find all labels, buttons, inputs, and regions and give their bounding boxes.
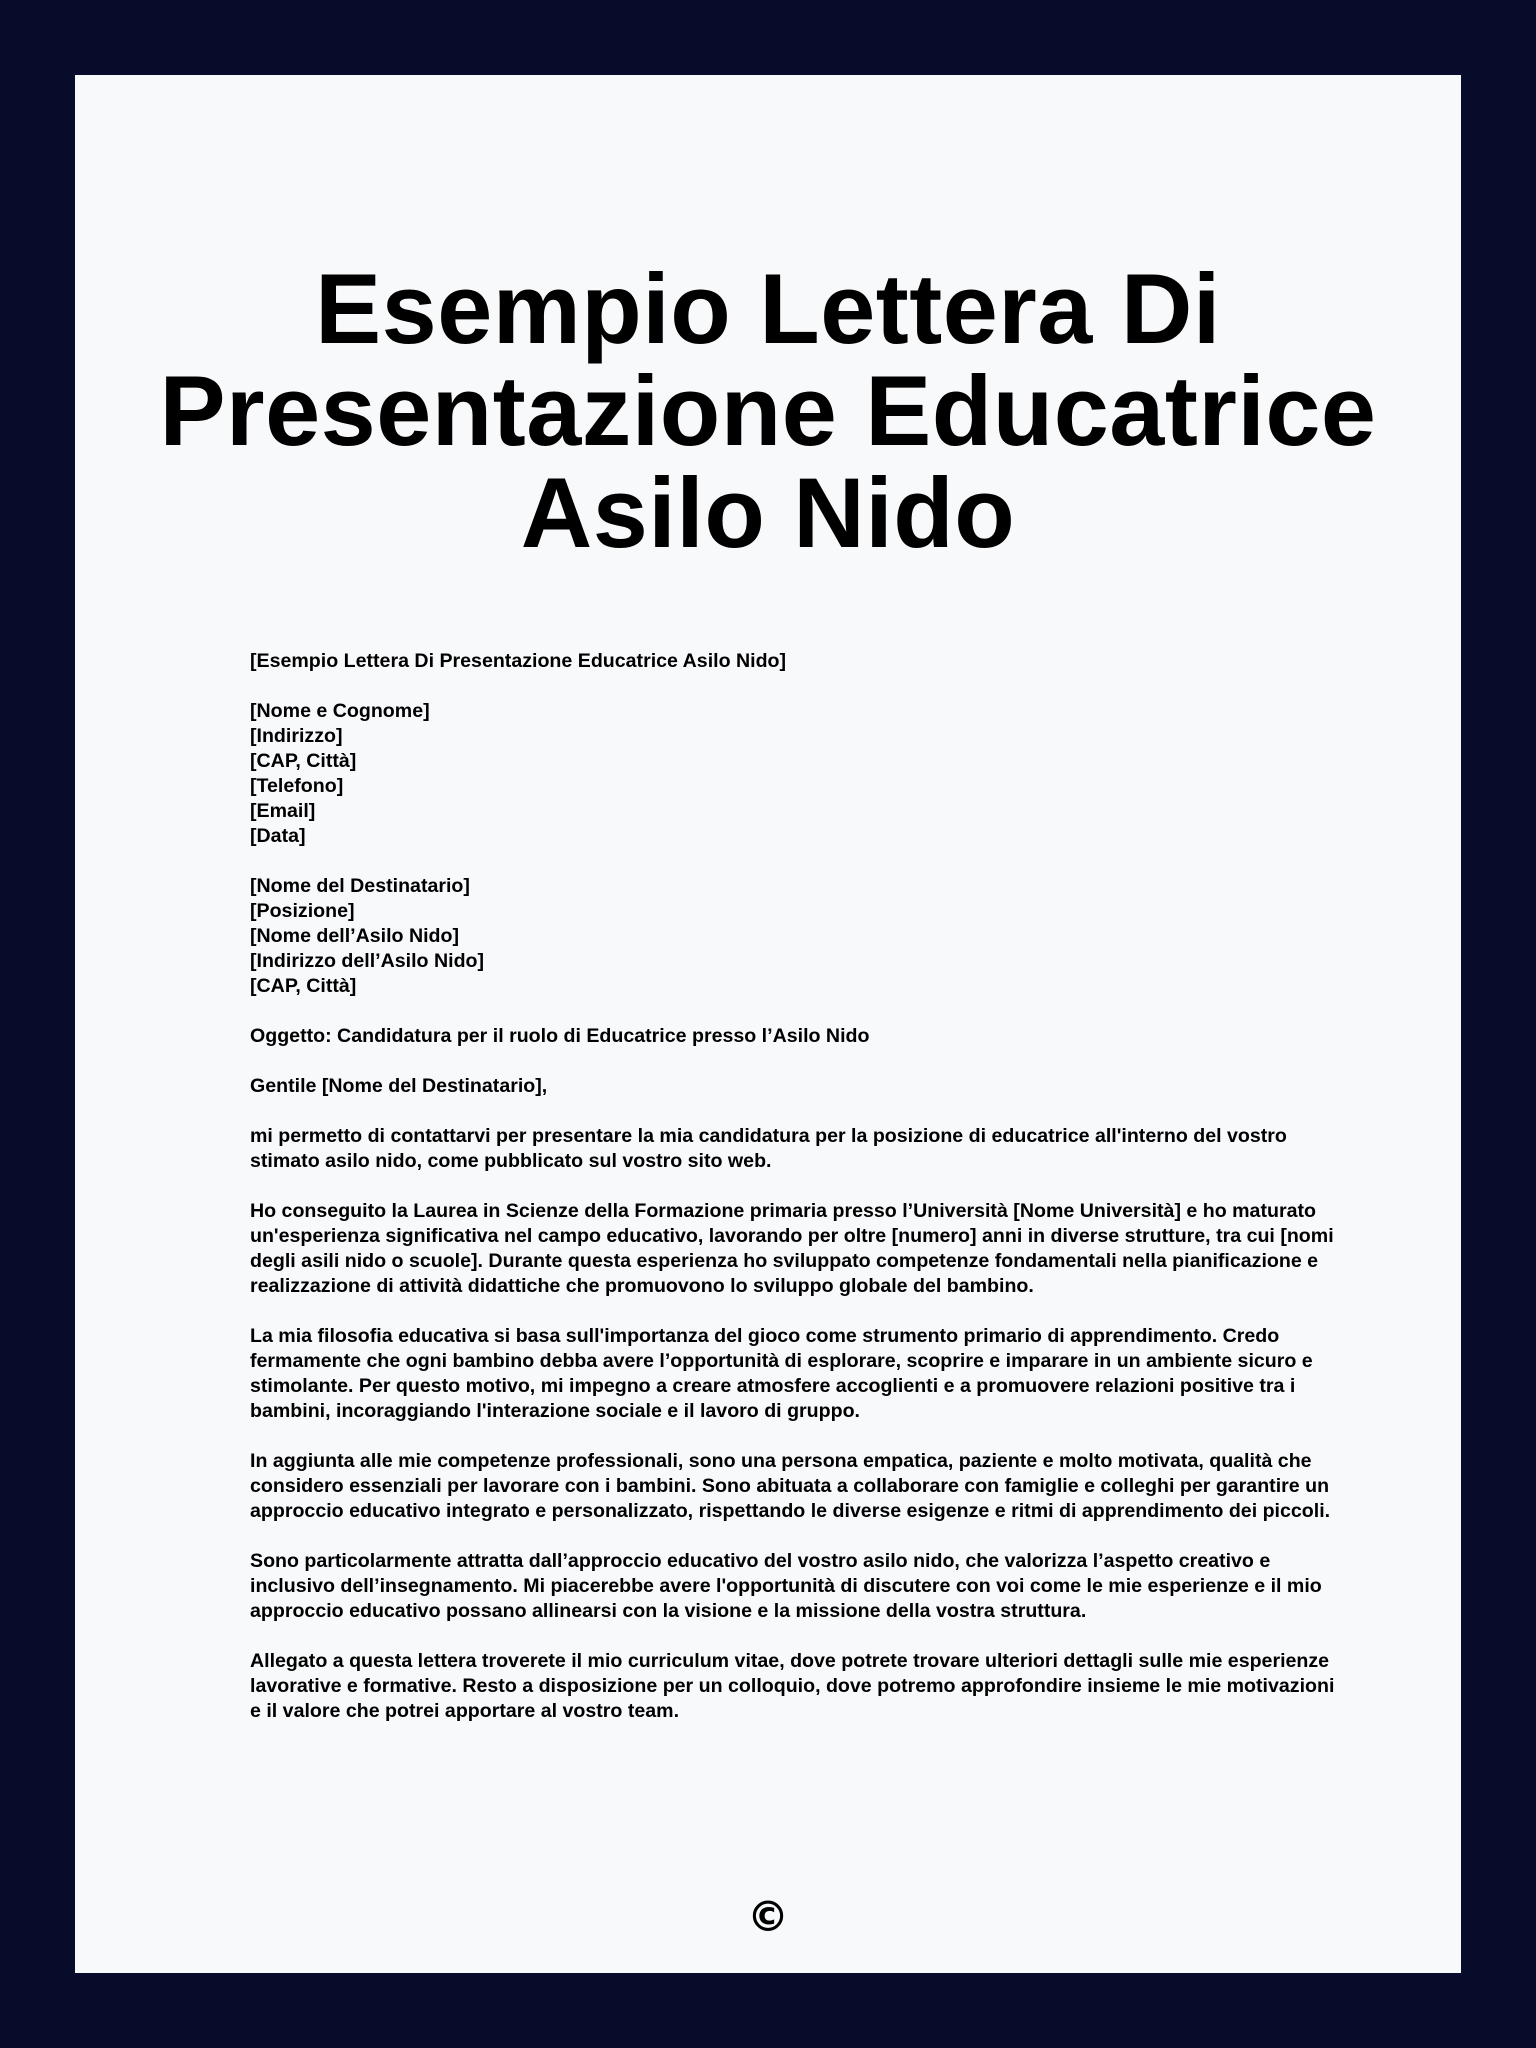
recipient-block — [250, 874, 1350, 999]
sender-date: [Data] — [250, 825, 306, 847]
document-page — [75, 75, 1461, 1973]
recipient-name: [Nome del Destinatario] — [250, 875, 470, 897]
copyright-icon: © — [747, 1892, 789, 1941]
letter-paragraph: Sono particolarmente attratta dall’approccio educativo del vostro asilo nido, che valorizza l’aspetto creativo e inclusivo dell’insegnamento. Mi piacerebbe avere l'opportunità di discutere con voi come le mie esperienze e il mio approccio educativo possano allinearsi con la visione e la missione della vostra struttura. — [250, 1550, 1322, 1622]
letter-paragraph: Ho conseguito la Laurea in Scienze della Formazione primaria presso l’Università [Nome Università] e ho maturato un'esperienza significativa nel campo educativo, lavorando per oltre [numero] anni in diverse strutture, tra cui [nomi degli asili nido o scuole]. Durante questa esperienza ho sviluppato competenze fondamentali nella pianificazione e realizzazione di attività didattiche che promuovono lo sviluppo globale del bambino. — [250, 1200, 1334, 1297]
sender-cap-city: [CAP, Città] — [250, 750, 357, 772]
title-line: Asilo Nido — [520, 457, 1016, 568]
page-title — [75, 253, 1461, 568]
sender-email: [Email] — [250, 800, 316, 822]
sender-block — [250, 699, 1350, 849]
letter-body — [250, 649, 1350, 1749]
recipient-position: [Posizione] — [250, 900, 355, 922]
recipient-school: [Nome dell’Asilo Nido] — [250, 925, 460, 947]
letter-paragraph: Allegato a questa lettera troverete il mio curriculum vitae, dove potrete trovare ulteriori dettagli sulle mie esperienze lavorative e formative. Resto a disposizione per un colloquio, dove potremo approfondire insieme le mie motivazioni e il valore che potrei apportare al vostro team. — [250, 1650, 1335, 1722]
sender-phone: [Telefono] — [250, 775, 344, 797]
letter-paragraph: In aggiunta alle mie competenze professionali, sono una persona empatica, paziente e molto motivata, qualità che considero essenziali per lavorare con i bambini. Sono abituata a collaborare con famiglie e colleghi per garantire un approccio educativo integrato e personalizzato, rispettando le diverse esigenze e ritmi di apprendimento dei piccoli. — [250, 1450, 1331, 1522]
letter-subject: Oggetto: Candidatura per il ruolo di Educatrice presso l’Asilo Nido — [250, 1025, 870, 1047]
recipient-cap-city: [CAP, Città] — [250, 975, 357, 997]
letter-paragraph: mi permetto di contattarvi per presentare la mia candidatura per la posizione di educatrice all'interno del vostro stimato asilo nido, come pubblicato sul vostro sito web. — [250, 1125, 1287, 1172]
letter-heading: [Esempio Lettera Di Presentazione Educatrice Asilo Nido] — [250, 650, 787, 672]
sender-address: [Indirizzo] — [250, 725, 343, 747]
title-line: Esempio Lettera Di — [315, 253, 1221, 364]
letter-greeting: Gentile [Nome del Destinatario], — [250, 1075, 548, 1097]
sender-name: [Nome e Cognome] — [250, 700, 430, 722]
letter-paragraph: La mia filosofia educativa si basa sull'importanza del gioco come strumento primario di apprendimento. Credo fermamente che ogni bambino debba avere l’opportunità di esplorare, scoprire e imparare in un ambiente sicuro e stimolante. Per questo motivo, mi impegno a creare atmosfere accoglienti e a promuovere relazioni positive tra i bambini, incoraggiando l'interazione sociale e il lavoro di gruppo. — [250, 1325, 1313, 1422]
recipient-address: [Indirizzo dell’Asilo Nido] — [250, 950, 485, 972]
title-line: Presentazione Educatrice — [159, 355, 1377, 466]
